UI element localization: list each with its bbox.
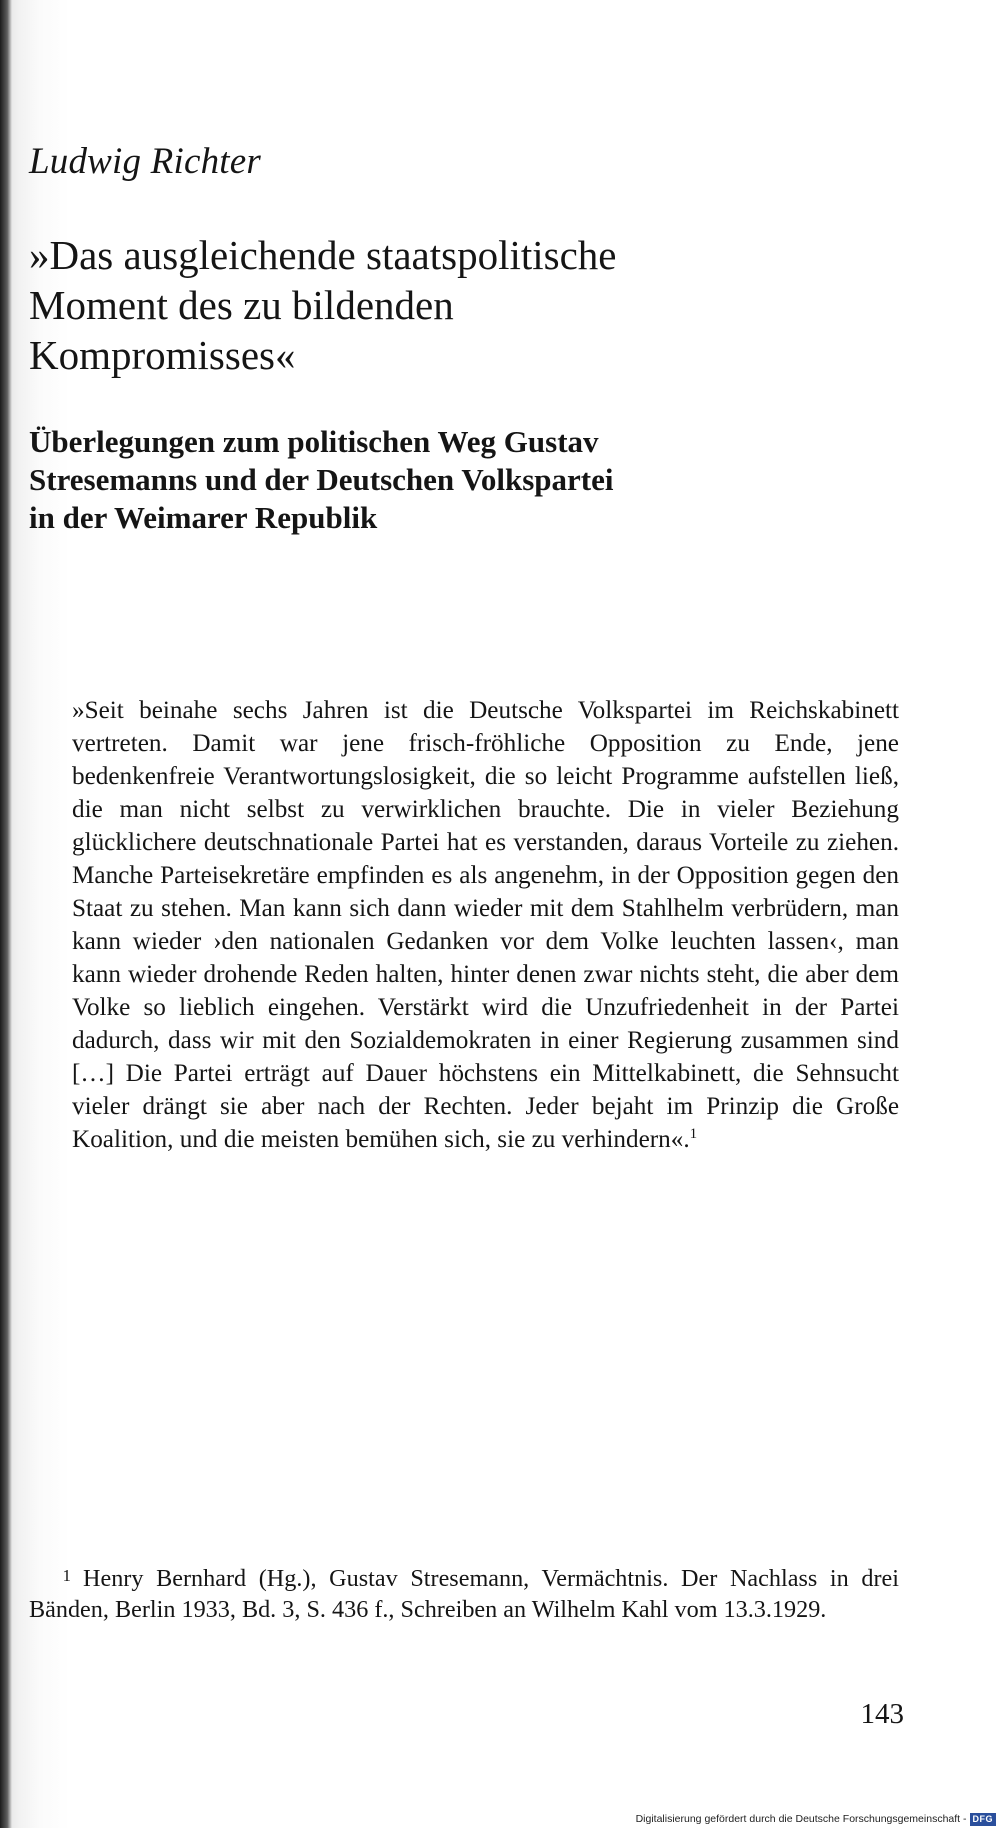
dfg-logo-icon: DFG <box>970 1813 997 1826</box>
footnote-text: Henry Bernhard (Hg.), Gustav Stresemann, Vermächtnis. Der Nachlass in drei Bänden, Berlin 1933, Bd. 3, S. 436 f., Schreiben an Wilhelm Kahl vom 13.3.1929. <box>29 1565 899 1623</box>
chapter-title <box>29 230 929 380</box>
footnote <box>29 1560 899 1625</box>
digitization-credit-text: Digitalisierung gefördert durch die Deutsche Forschungsgemeinschaft - <box>635 1813 967 1825</box>
chapter-subtitle <box>29 423 929 537</box>
page-number: 143 <box>860 1698 904 1730</box>
book-spine-shadow <box>0 0 12 1828</box>
chapter-author: Ludwig Richter <box>29 141 261 182</box>
chapter-title-line: Kompromisses« <box>29 332 296 378</box>
chapter-subtitle-line: Überlegungen zum politischen Weg Gustav <box>29 424 599 459</box>
digitization-credit <box>636 1811 996 1827</box>
footnote-number: 1 <box>62 1566 71 1585</box>
epigraph-quote <box>72 694 899 1156</box>
chapter-subtitle-line: Stresemanns und der Deutschen Volkspartei <box>29 462 614 497</box>
epigraph-quote-text: »Seit beinahe sechs Jahren ist die Deutsche Volkspartei im Reichskabinett vertreten. Damit war jene frisch-fröhliche Opposition zu Ende, jene bedenkenfreie Verantwortungslosigkeit, die so leicht Programme aufstellen ließ, die man nicht selbst zu verwirklichen brauchte. Die in vieler Beziehung glücklichere deutschnationale Partei hat es verstanden, daraus Vorteile zu ziehen. Manche Parteisekretäre empfinden es als angenehm, in der Opposition gegen den Staat zu stehen. Man kann sich dann wieder mit dem Stahlhelm verbrüdern, man kann wieder ›den nationalen Gedanken vor dem Volke leuchten lassen‹, man kann wieder drohende Reden halten, hinter denen zwar nichts steht, die aber dem Volke so lieblich eingehen. Verstärkt wird die Unzufriedenheit in der Partei dadurch, dass wir mit den Sozialdemokraten in einer Regierung zusammen sind […] Die Partei erträgt auf Dauer höchstens ein Mittelkabinett, die Sehnsucht vieler drängt sie aber nach der Rechten. Jeder bejaht im Prinzip die Große Koalition, und die meisten bemühen sich, sie zu verhindern«. <box>72 697 899 1153</box>
footnote-reference[interactable]: 1 <box>689 1126 698 1142</box>
chapter-subtitle-line: in der Weimarer Republik <box>29 500 378 535</box>
chapter-title-line: »Das ausgleichende staatspolitische <box>29 232 617 278</box>
chapter-title-line: Moment des zu bildenden <box>29 282 454 328</box>
